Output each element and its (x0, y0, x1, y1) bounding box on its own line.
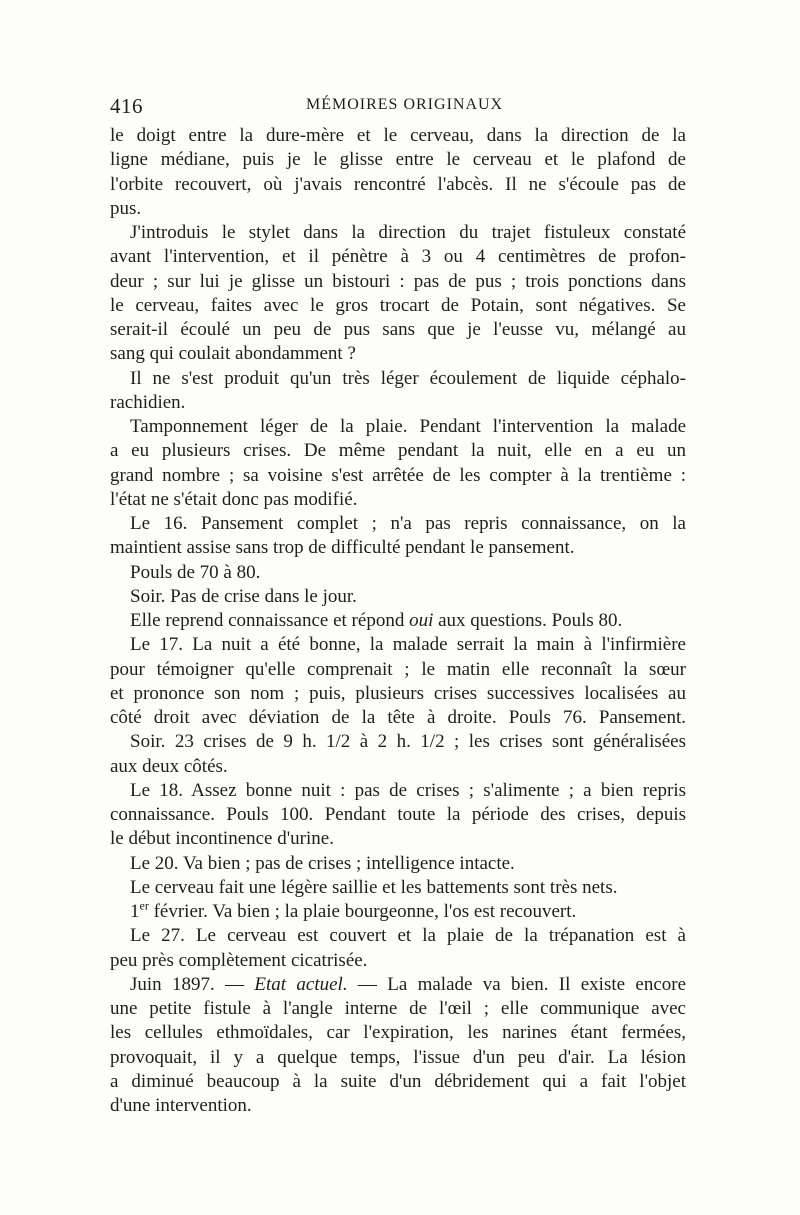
text-line: grand nombre ; sa voisine s'est arrêtée de les compter à la trentième : (110, 464, 686, 486)
page-header (110, 94, 686, 124)
text-line: une petite fistule à l'angle interne de l'œil ; elle communique avec (110, 998, 686, 1019)
text-line: Soir. 23 crises de 9 h. 1/2 à 2 h. 1/2 ; les crises sont généralisées (130, 731, 686, 753)
text-line: Tamponnement léger de la plaie. Pendant l'intervention la malade (130, 416, 686, 437)
text-line: pour témoigner qu'elle comprenait ; le matin elle reconnaît la sœur (110, 658, 686, 680)
text-line: maintient assise sans trop de difficulté pendant le pansement. (110, 537, 575, 559)
text-segment: 1 (130, 901, 140, 922)
document-page (110, 94, 686, 1118)
text-line: provoquait, il y a quelque temps, l'issue d'un peu d'air. La lésion (110, 1046, 686, 1068)
text-line: Soir. Pas de crise dans le jour. (130, 585, 357, 607)
italic-word: oui (409, 610, 434, 631)
text-line (110, 900, 686, 924)
body-text (110, 124, 686, 1118)
text-line: avant l'intervention, et il pénètre à 3 ou 4 centimètres de profon- (110, 246, 686, 268)
italic-phrase: Etat actuel. (254, 973, 348, 995)
text-line: Le 17. La nuit a été bonne, la malade serrait la main à l'infirmière (130, 634, 686, 656)
text-line: pus. (110, 197, 142, 219)
text-line: aux deux côtés. (110, 755, 228, 777)
text-line: le doigt entre la dure-mère et le cerveau, dans la direction de la (110, 125, 686, 146)
text-line: connaissance. Pouls 100. Pendant toute la période des crises, depuis (110, 804, 686, 825)
text-line: ligne médiane, puis je le glisse entre le cerveau et le plafond de (110, 149, 686, 171)
text-line (110, 973, 686, 997)
text-line: Il ne s'est produit qu'un très léger écoulement de liquide céphalo- (130, 367, 686, 389)
text-line: sang qui coulait abondamment ? (110, 343, 356, 365)
text-line: a diminué beaucoup à la suite d'un débridement qui a fait l'objet (110, 1070, 686, 1092)
text-line: d'une intervention. (110, 1095, 252, 1116)
text-line: les cellules ethmoïdales, car l'expiration, les narines étant fermées, (110, 1022, 686, 1044)
text-segment: février. Va bien ; la plaie bourgeonne, l'os est recouvert. (153, 901, 577, 922)
text-line: Le 16. Pansement complet ; n'a pas repris connaissance, on la (130, 513, 686, 534)
text-line: peu près complètement cicatrisée. (110, 949, 368, 971)
text-segment: — La malade va bien. Il existe encore (357, 973, 686, 995)
text-line: Le 27. Le cerveau est couvert et la plaie de la trépanation est à (130, 925, 686, 947)
page-number: 416 (110, 94, 143, 118)
text-segment: Elle reprend connaissance et répond (130, 610, 405, 631)
text-line: côté droit avec déviation de la tête à droite. Pouls 76. Pansement. (110, 707, 686, 728)
text-line: l'état ne s'était donc pas modifié. (110, 488, 358, 510)
text-line: Le 18. Assez bonne nuit : pas de crises ; s'alimente ; a bien repris (130, 779, 686, 801)
text-line: a eu plusieurs crises. De même pendant la nuit, elle en a eu un (110, 440, 686, 462)
text-line: serait-il écoulé un peu de pus sans que je l'eusse vu, mélangé au (110, 319, 686, 340)
text-segment: aux questions. Pouls 80. (438, 610, 623, 631)
text-line: Le cerveau fait une légère saillie et les battements sont très nets. (130, 876, 618, 898)
text-line: l'orbite recouvert, où j'avais rencontré l'abcès. Il ne s'écoule pas de (110, 173, 686, 195)
text-line: deur ; sur lui je glisse un bistouri : pas de pus ; trois ponctions dans (110, 270, 686, 292)
running-title: MÉMOIRES ORIGINAUX (306, 96, 504, 113)
text-line: J'introduis le stylet dans la direction du trajet fistuleux constaté (130, 222, 686, 243)
text-line: Le 20. Va bien ; pas de crises ; intelligence intacte. (130, 852, 515, 874)
superscript: er (139, 900, 149, 913)
text-line: le début incontinence d'urine. (110, 828, 334, 850)
text-line (110, 609, 686, 633)
text-line: et prononce son nom ; puis, plusieurs crises successives localisées au (110, 682, 686, 704)
text-segment: Juin 1897. — (130, 973, 245, 995)
text-line: rachidien. (110, 391, 186, 413)
text-line: Pouls de 70 à 80. (130, 561, 261, 583)
text-line: le cerveau, faites avec le gros trocart de Potain, sont négatives. Se (110, 294, 686, 316)
